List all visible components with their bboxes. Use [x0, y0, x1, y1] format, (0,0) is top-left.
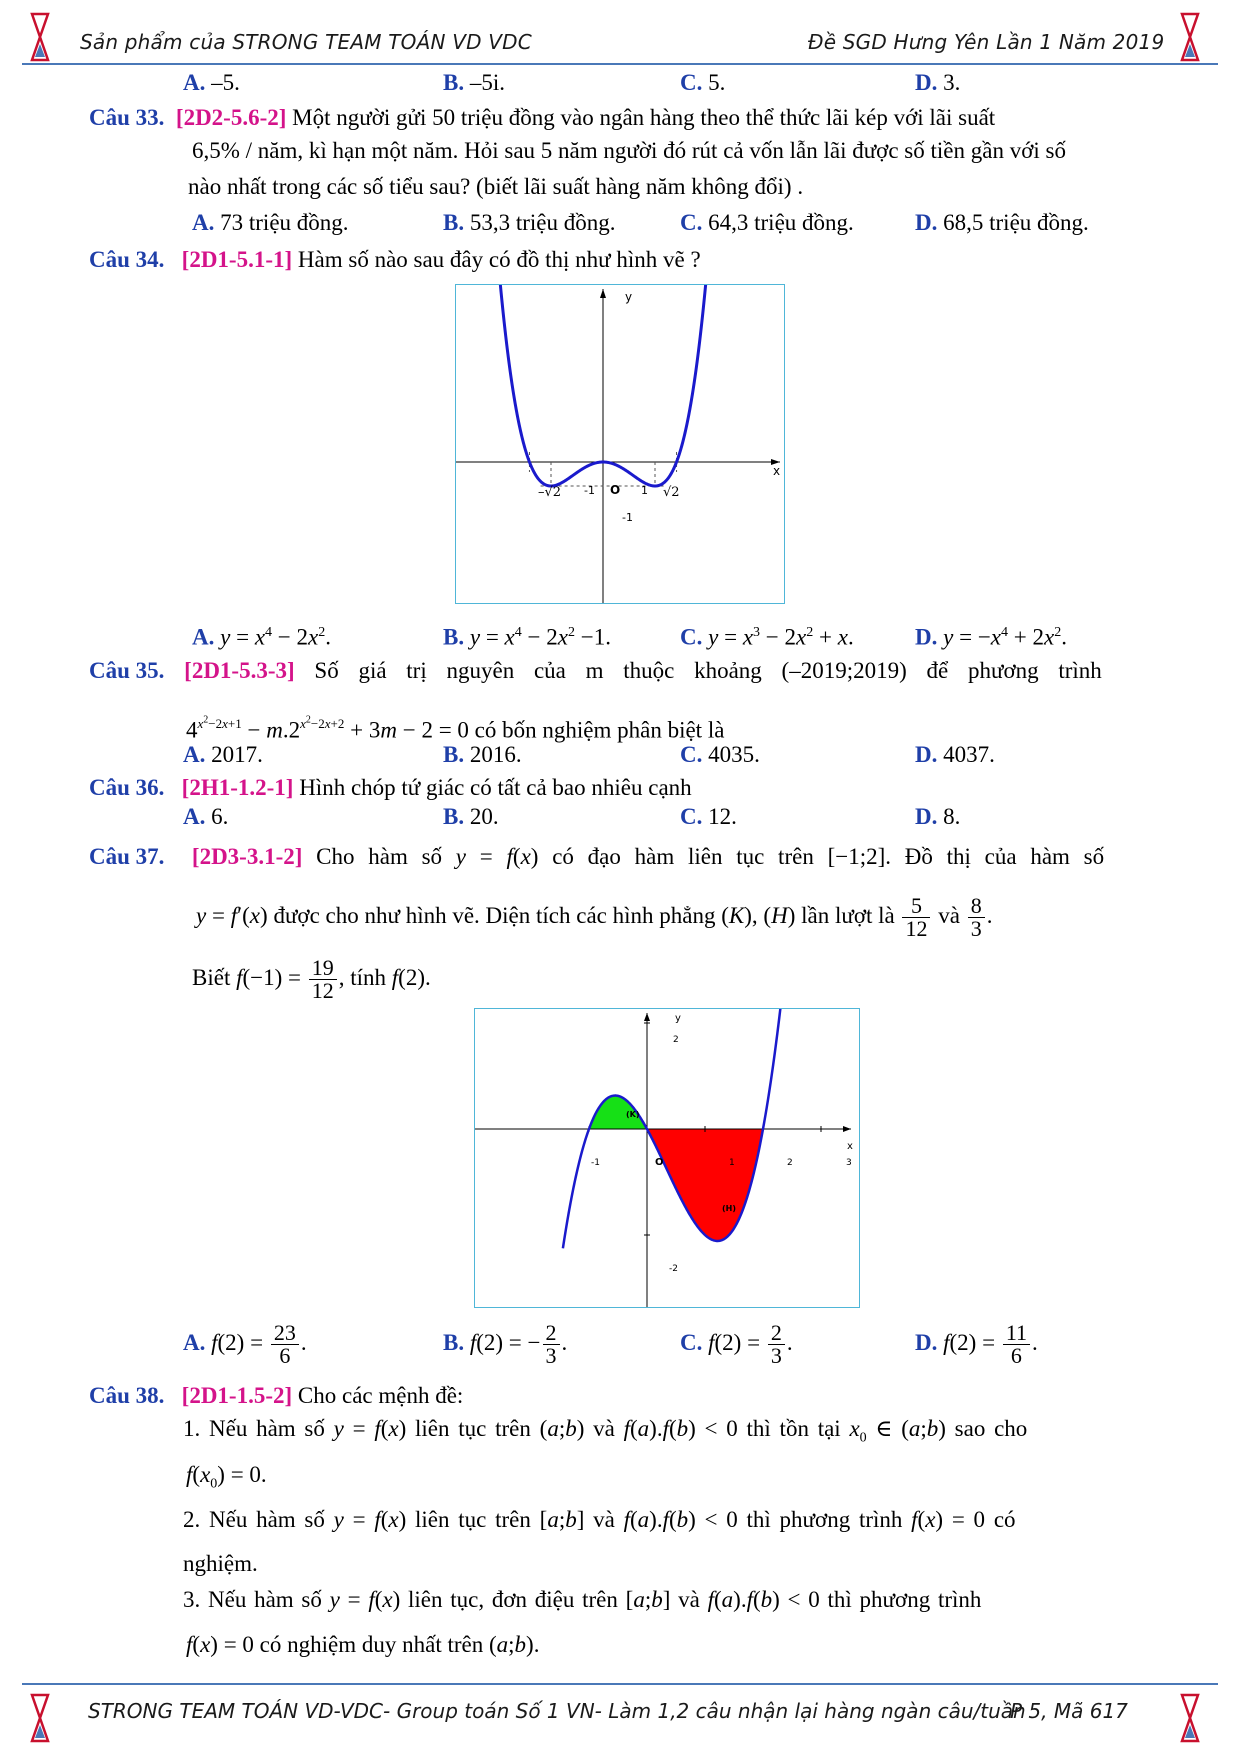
- q37-stem-line1: Câu 37. [2D3-3.1-2] Cho hàm số y = f(x) có đạo hàm liên tục trên [−1;2]. Đồ thị của hàm số: [89, 844, 1105, 869]
- q35-option-a: A. 2017.: [183, 742, 263, 767]
- q34-option-a: A. $y = x^4 - 2x^2$.: [192, 624, 331, 650]
- hourglass-icon: [30, 12, 50, 62]
- q36-option-c: C. 12.: [680, 804, 737, 829]
- q37-option-a: A. f(2) = $\frac{23}{6}$ .: [183, 1320, 307, 1368]
- q37-option-b: B. f(2) = − $\frac{2}{3}$ .: [443, 1320, 568, 1368]
- q35-stem-line2: $4^{x^2-2x+1} - m.2^{x^2-2x+2} + 3m - 2 = 0$ có bốn nghiệm phân biệt là: [186, 715, 725, 743]
- q33-stem-line2: 6,5% / năm, kì hạn một năm. Hỏi sau 5 năm người đó rút cả vốn lẫn lãi được số tiền gần với số: [192, 138, 1066, 163]
- footer-left-text: STRONG TEAM TOÁN VD-VDC- Group toán Số 1 VN- Làm 1,2 câu nhận lại hàng ngàn câu/tuần: [88, 1699, 1026, 1723]
- q34-option-d: D. $y = -x^4 + 2x^2$.: [915, 624, 1067, 650]
- q33-option-b: B. 53,3 triệu đồng.: [443, 210, 616, 235]
- tick-label: -1: [591, 1158, 600, 1168]
- q37-stem-line2: y = f′(x) được cho như hình vẽ. Diện tích các hình phẳng (K), (H) lần lượt là $\frac{5}{12}$ và $\frac{8}{3}$ .: [196, 893, 993, 941]
- footer-divider: [22, 1683, 1218, 1685]
- q35-option-d: D. 4037.: [915, 742, 995, 767]
- q35-option-b: B. 2016.: [443, 742, 522, 767]
- header-right-text: Đề SGD Hưng Yên Lần 1 Năm 2019: [808, 30, 1165, 54]
- q33-option-a: A. 73 triệu đồng.: [192, 210, 349, 235]
- page-header: [0, 0, 1240, 60]
- q36-option-a: A. 6.: [183, 804, 229, 829]
- header-left-text: Sản phẩm của STRONG TEAM TOÁN VD VDC: [80, 30, 532, 54]
- q38-statement-2-line2: nghiệm.: [183, 1551, 258, 1576]
- q38-stem: Câu 38. [2D1-1.5-2] Cho các mệnh đề:: [89, 1383, 464, 1408]
- header-divider: [22, 63, 1218, 65]
- tick-label: 1: [729, 1158, 735, 1168]
- axis-y-label: y: [625, 290, 633, 304]
- q38-statement-1-line2: $f(x_0) = 0$.: [186, 1462, 267, 1492]
- q32-option-d: D. 3.: [915, 70, 961, 95]
- y-axis-arrow: [600, 289, 606, 298]
- hourglass-icon: [1180, 1693, 1200, 1743]
- tick-label: -1: [622, 511, 633, 524]
- region-h-fill: [647, 1129, 763, 1241]
- tick-label: 3: [846, 1158, 852, 1168]
- q35-option-c: C. 4035.: [680, 742, 760, 767]
- q36-option-b: B. 20.: [443, 804, 499, 829]
- tick-label: 2: [673, 1035, 679, 1045]
- hourglass-icon: [1180, 12, 1200, 62]
- q33-stem-line3: nào nhất trong các số tiểu sau? (biết lãi suất hàng năm không đổi) .: [188, 174, 804, 199]
- q34-option-b: B. $y = x^4 - 2x^2 -1$.: [443, 624, 611, 650]
- origin-label: O: [610, 483, 621, 497]
- q38-statement-1-line1: 1. Nếu hàm số y = f(x) liên tục trên (a;b) và f(a).f(b) < 0 thì tồn tại $x_0$ ∈ (a;b) sao cho: [183, 1416, 1028, 1446]
- hourglass-icon: [30, 1693, 50, 1743]
- q38-statement-2-line1: 2. Nếu hàm số y = f(x) liên tục trên [a;b] và f(a).f(b) < 0 thì phương trình f(x) = 0 có: [183, 1507, 1016, 1532]
- axis-x-label: x: [847, 1141, 853, 1152]
- q37-option-c: C. f(2) = $\frac{2}{3}$ .: [680, 1320, 793, 1368]
- q34-option-c: C. $y = x^3 - 2x^2 + x$.: [680, 624, 854, 650]
- region-k-label: (K): [626, 1110, 640, 1119]
- q32-option-c: C. 5.: [680, 70, 726, 95]
- q32-option-b: B. –5i.: [443, 70, 505, 95]
- q38-statement-3-line2: f(x) = 0 có nghiệm duy nhất trên (a;b).: [186, 1632, 540, 1657]
- q37-stem-line3: Biết f(−1) = $\frac{19}{12}$ , tính f(2).: [192, 955, 431, 1003]
- q36-stem: Câu 36. [2H1-1.2-1] Hình chóp tứ giác có tất cả bao nhiêu cạnh: [89, 775, 692, 800]
- x-axis-arrow: [843, 1126, 851, 1132]
- q35-stem-line1: Câu 35. [2D1-5.3-3] Số giá trị nguyên của m thuộc khoảng (–2019;2019) để phương trình: [89, 658, 1102, 683]
- q36-option-d: D. 8.: [915, 804, 961, 829]
- tick-label: -1: [584, 484, 595, 497]
- y-axis-arrow: [644, 1013, 650, 1021]
- tick-label: 2: [787, 1158, 793, 1168]
- tick-label: 1: [641, 484, 648, 497]
- q32-option-a: A. –5.: [183, 70, 240, 95]
- axis-y-label: y: [675, 1013, 681, 1024]
- q33-option-d: D. 68,5 triệu đồng.: [915, 210, 1089, 235]
- page-footer: [0, 1685, 1240, 1745]
- q37-option-d: D. f(2) = $\frac{11}{6}$ .: [915, 1320, 1038, 1368]
- q37-derivative-graph: [474, 1008, 860, 1308]
- origin-label: O: [655, 1157, 664, 1168]
- footer-page-number: P 5, Mã 617: [1010, 1699, 1128, 1723]
- tick-label: -2: [669, 1264, 678, 1274]
- q34-function-graph: [455, 284, 785, 604]
- tick-label: √2: [663, 485, 680, 500]
- tick-label: –√2: [538, 485, 562, 500]
- q33-option-c: C. 64,3 triệu đồng.: [680, 210, 854, 235]
- q33-stem-line1: Câu 33. [2D2-5.6-2] Một người gửi 50 triệu đồng vào ngân hàng theo thể thức lãi kép với lãi suất: [89, 105, 996, 130]
- q38-statement-3-line1: 3. Nếu hàm số y = f(x) liên tục, đơn điệu trên [a;b] và f(a).f(b) < 0 thì phương trình: [183, 1587, 982, 1612]
- axis-x-label: x: [773, 464, 781, 478]
- q34-stem: Câu 34. [2D1-5.1-1] Hàm số nào sau đây có đồ thị như hình vẽ ?: [89, 247, 701, 272]
- region-h-label: (H): [722, 1204, 737, 1213]
